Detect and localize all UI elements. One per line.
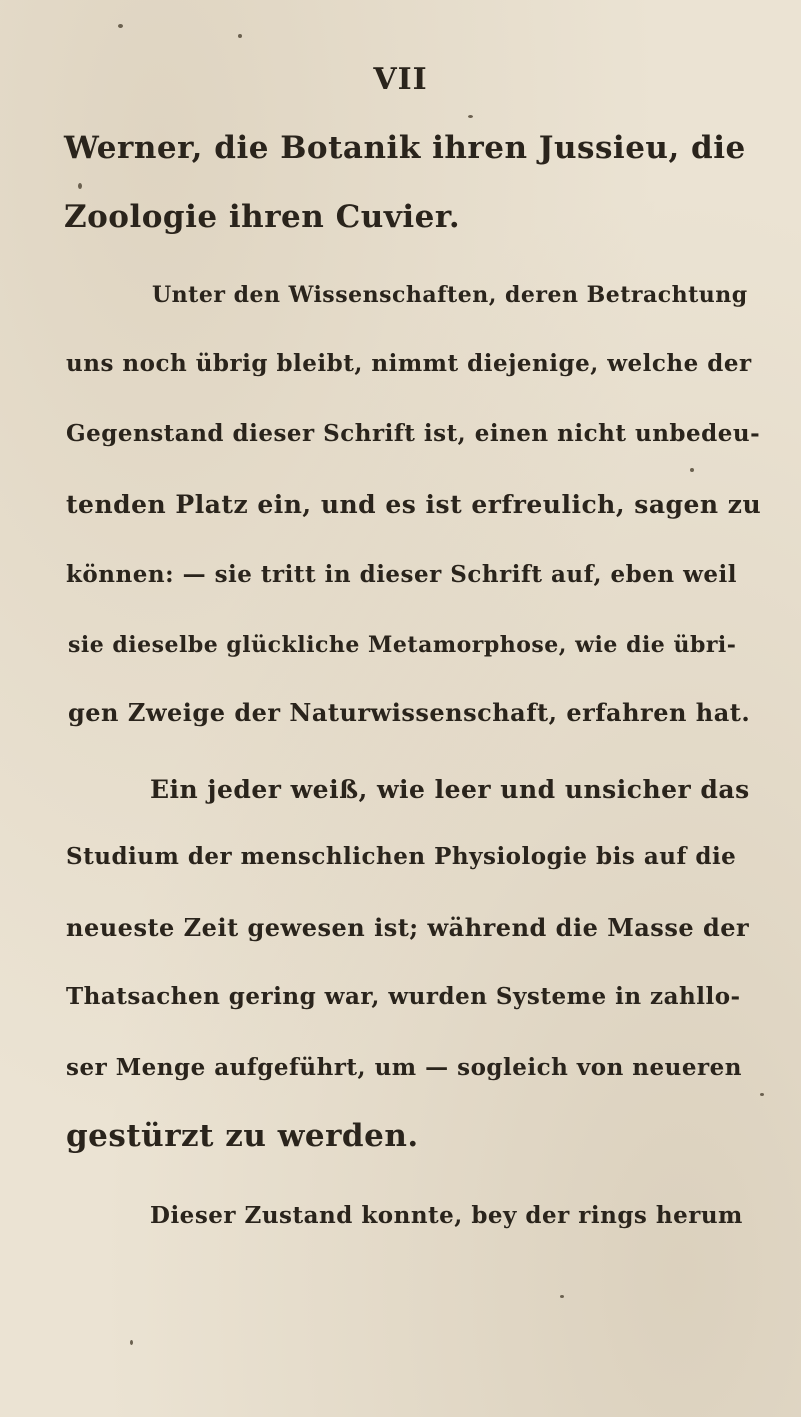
text-line-6: tenden Platz ein, und es ist erfreulich, sagen zu <box>66 490 762 519</box>
text-line-9: gen Zweige der Naturwissenschaft, erfahren hat. <box>68 698 751 727</box>
paper-speck <box>130 1340 133 1345</box>
text-line-2: Zoologie ihren Cuvier. <box>64 199 461 235</box>
paper-speck <box>468 115 473 118</box>
paper-speck <box>78 183 82 189</box>
paper-speck <box>760 1093 764 1096</box>
paper-speck <box>560 1295 564 1298</box>
paper-speck <box>238 34 242 38</box>
text-line-15: gestürzt zu werden. <box>66 1118 419 1154</box>
text-line-11: Studium der menschlichen Physiologie bis auf die <box>66 843 737 870</box>
paper-speck <box>690 468 694 472</box>
text-line-10: Ein jeder weiß, wie leer und unsicher das <box>150 775 750 804</box>
text-line-3: Unter den Wissenschaften, deren Betrachtung <box>152 282 748 308</box>
text-line-13: Thatsachen gering war, wurden Systeme in zahllo- <box>66 983 741 1010</box>
text-line-5: Gegenstand dieser Schrift ist, einen nicht unbedeu- <box>66 420 761 447</box>
text-line-8: sie dieselbe glückliche Metamorphose, wie die übri- <box>68 632 737 658</box>
paper-speck <box>118 24 123 28</box>
text-line-7: können: — sie tritt in dieser Schrift auf, eben weil <box>66 561 737 588</box>
text-line-4: uns noch übrig bleibt, nimmt diejenige, welche der <box>66 350 752 377</box>
page-number: VII <box>373 62 428 97</box>
text-line-16: Dieser Zustand konnte, bey der rings herum <box>150 1202 743 1229</box>
text-line-12: neueste Zeit gewesen ist; während die Masse der <box>66 913 750 942</box>
text-line-1: Werner, die Botanik ihren Jussieu, die <box>64 130 746 166</box>
text-line-14: ser Menge aufgeführt, um — sogleich von neueren <box>66 1054 742 1081</box>
